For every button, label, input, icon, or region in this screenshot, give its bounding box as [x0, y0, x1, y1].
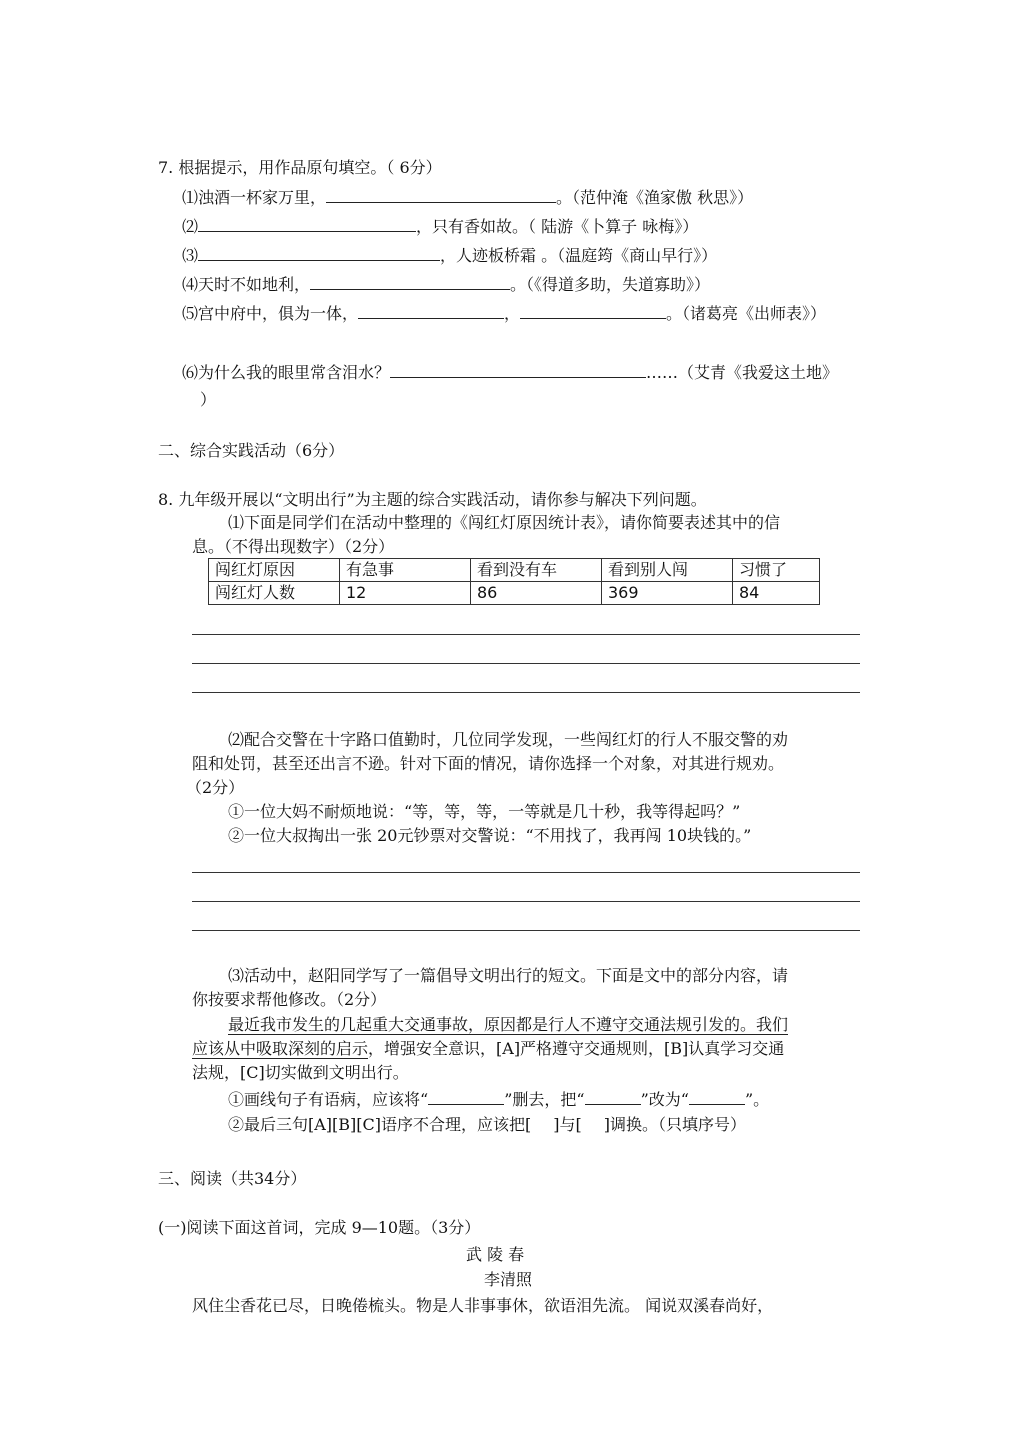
- q8-p3-passage-line2: [192, 1039, 784, 1059]
- replace-from-blank[interactable]: [585, 1088, 641, 1105]
- q7-item-5-blank-1[interactable]: [358, 302, 504, 319]
- passage-text: ，增强安全意识，[A]严格遵守交通规则，[B]认真学习交通: [368, 1039, 785, 1058]
- q8-p3-q2-text: ②最后三句[A][B][C]语序不合理，应该把[: [228, 1115, 532, 1134]
- poem-title: 武 陵 春: [466, 1245, 525, 1264]
- q7-item-6-source: ……（艾青《我爱这土地》: [646, 363, 839, 382]
- q7-item-2-blank[interactable]: [198, 215, 416, 232]
- q7-item-2: [182, 215, 698, 237]
- q8-p2-line1: ⑵配合交警在十字路口值勤时，几位同学发现，一些闯红灯的行人不服交警的劝: [228, 730, 789, 749]
- table-header-cell: 看到别人闯: [602, 559, 733, 582]
- table-header-cell: 闯红灯原因: [209, 559, 340, 582]
- answer-line[interactable]: [192, 663, 860, 664]
- replace-to-blank[interactable]: [689, 1088, 745, 1105]
- table-row: [209, 582, 820, 605]
- q8-p2-case2: ②一位大叔掏出一张 20元钞票对交警说：“不用找了，我再闯 10块钱的。”: [228, 826, 752, 845]
- delete-word-blank[interactable]: [428, 1088, 504, 1105]
- q7-item-4-source: 。（《得道多助，失道寡助》）: [510, 275, 711, 294]
- q8-p3-q1-text: ”。: [744, 1090, 770, 1109]
- q8-p3-q1-text: ”改为“: [640, 1090, 689, 1109]
- answer-line[interactable]: [192, 634, 860, 635]
- section-3-heading: 三、阅读（共34分）: [158, 1169, 307, 1188]
- answer-line[interactable]: [192, 872, 860, 873]
- underlined-sentence: 应该从中吸取深刻的启示: [192, 1039, 369, 1058]
- table-cell: 84: [733, 582, 820, 605]
- table-cell: 86: [471, 582, 602, 605]
- reading-1-heading: (一)阅读下面这首词，完成 9—10题。（3分）: [158, 1218, 481, 1237]
- q7-item-6: [182, 361, 838, 383]
- table-header-cell: 有急事: [340, 559, 471, 582]
- q7-item-3-blank[interactable]: [198, 244, 440, 261]
- q7-item-1-blank[interactable]: [326, 186, 556, 203]
- q8-p1-line2: 息。（不得出现数字）（2分）: [192, 537, 395, 556]
- q7-item-6-close: ）: [200, 390, 217, 409]
- poem-author: 李清照: [484, 1270, 533, 1289]
- q8-p3-q2: [228, 1115, 746, 1135]
- q7-item-6-blank[interactable]: [390, 361, 646, 378]
- q8-p3-q2-text: ]调换。（只填序号）: [603, 1115, 747, 1134]
- answer-line[interactable]: [192, 930, 860, 931]
- section-2-heading: 二、综合实践活动（6分）: [158, 441, 345, 460]
- q8-p2-line3: （2分）: [186, 778, 245, 797]
- q7-item-2-prompt: ⑵: [182, 217, 199, 236]
- q8-p3-line1: ⑶活动中，赵阳同学写了一篇倡导文明出行的短文。下面是文中的部分内容，请: [228, 966, 789, 985]
- q7-item-5-blank-2[interactable]: [520, 302, 666, 319]
- q7-item-4-prompt: ⑷天时不如地利，: [182, 275, 311, 294]
- q8-heading: 8. 九年级开展以“文明出行”为主题的综合实践活动，请你参与解决下列问题。: [158, 490, 707, 509]
- q7-item-2-source: ，只有香如故。（ 陆游《卜算子 咏梅》）: [416, 217, 699, 236]
- q8-p3-q1-text: ”删去，把“: [504, 1090, 585, 1109]
- table-header-row: [209, 559, 820, 582]
- answer-line[interactable]: [192, 692, 860, 693]
- red-light-stat-table: [208, 558, 820, 605]
- q7-item-3-prompt: ⑶: [182, 246, 199, 265]
- q8-p3-q1: [228, 1088, 769, 1110]
- table-header-cell: 习惯了: [733, 559, 820, 582]
- q7-item-4-blank[interactable]: [310, 273, 510, 290]
- q7-item-1-prompt: ⑴浊酒一杯家万里，: [182, 188, 327, 207]
- q7-item-5: [182, 302, 826, 324]
- q7-item-4: [182, 273, 710, 295]
- q7-item-3: [182, 244, 717, 266]
- underlined-sentence: 最近我市发生的几起重大交通事故，原因都是行人不遵守交通法规引发的。我们: [228, 1015, 789, 1034]
- q8-p3-q1-text: ①画线句子有语病，应该将“: [228, 1090, 429, 1109]
- q8-p3-passage-line1: [228, 1015, 788, 1035]
- table-cell: 12: [340, 582, 471, 605]
- table-cell: 闯红灯人数: [209, 582, 340, 605]
- q8-p3-passage-line3: 法规，[C]切实做到文明出行。: [192, 1063, 409, 1082]
- q7-heading: 7. 根据提示，用作品原句填空。（ 6分）: [158, 158, 442, 177]
- q7-item-6-prompt: ⑹为什么我的眼里常含泪水？: [182, 363, 391, 382]
- q7-item-5-prompt: ⑸宫中府中，俱为一体，: [182, 304, 359, 323]
- q8-p3-q2-text: ]与[: [553, 1115, 582, 1134]
- table-header-cell: 看到没有车: [471, 559, 602, 582]
- q8-p2-case1: ①一位大妈不耐烦地说：“等，等，等，一等就是几十秒，我等得起吗？”: [228, 802, 741, 821]
- answer-line[interactable]: [192, 901, 860, 902]
- q7-item-5-comma: ，: [504, 304, 521, 323]
- q8-p1-line1: ⑴下面是同学们在活动中整理的《闯红灯原因统计表》，请你简要表述其中的信: [228, 513, 781, 532]
- q8-p3-line2: 你按要求帮他修改。（2分）: [192, 990, 387, 1009]
- q7-item-3-source: ，人迹板桥霜 。（温庭筠《商山早行》）: [440, 246, 718, 265]
- table-cell: 369: [602, 582, 733, 605]
- poem-line-1: 风住尘香花已尽，日晚倦梳头。物是人非事事休，欲语泪先流。 闻说双溪春尚好，: [192, 1296, 774, 1315]
- q8-p2-line2: 阻和处罚，甚至还出言不逊。针对下面的情况，请你选择一个对象，对其进行规劝。: [192, 754, 785, 773]
- q7-item-1-source: 。（范仲淹《渔家傲 秋思》）: [556, 188, 754, 207]
- q7-item-5-source: 。（诸葛亮《出师表》）: [666, 304, 827, 323]
- q7-item-1: [182, 186, 753, 208]
